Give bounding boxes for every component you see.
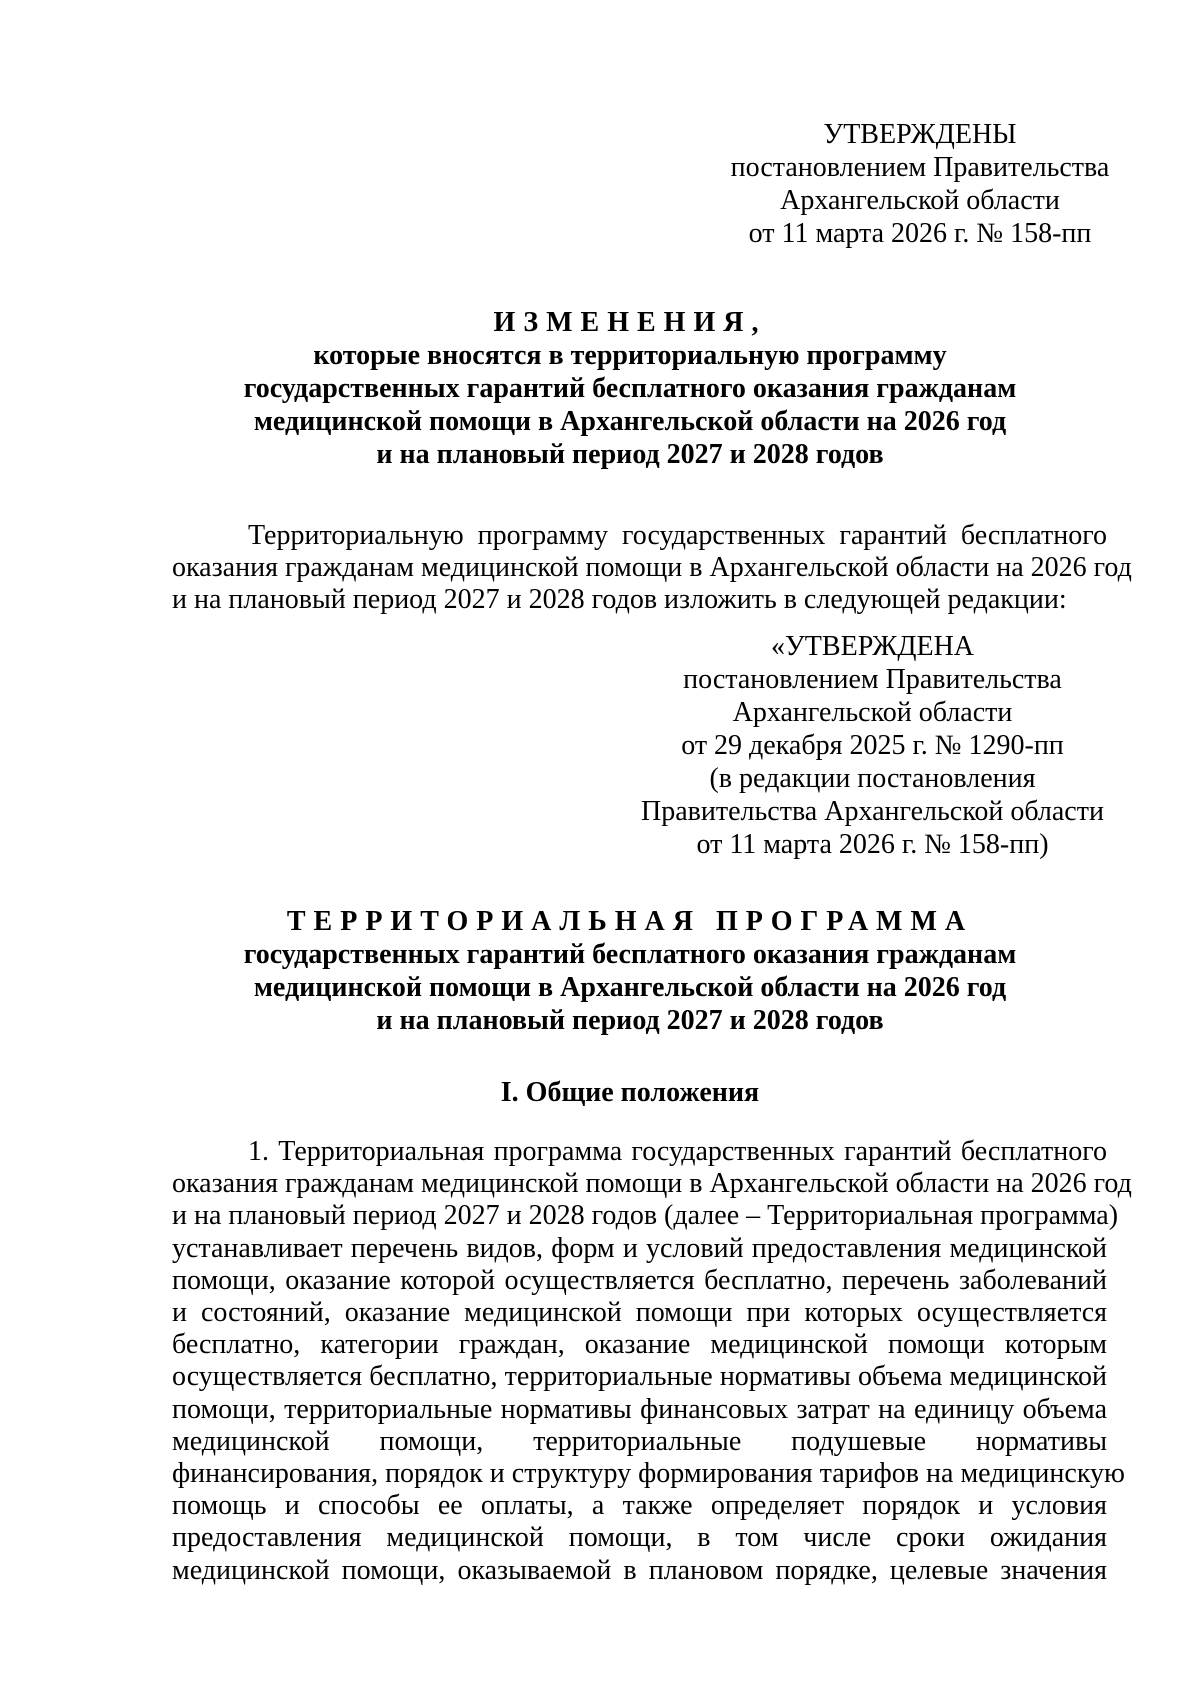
approval-authority: постановлением Правительства bbox=[730, 152, 1110, 183]
paragraph-line: медицинской помощи, территориальные подушевые нормативы bbox=[172, 1425, 1107, 1457]
program-subtitle-line: медицинской помощи в Архангельской области на 2026 год bbox=[253, 972, 1007, 1003]
changes-subtitle-line: медицинской помощи в Архангельской области на 2026 год bbox=[253, 406, 1007, 437]
inner-approval-edition: (в редакции постановления bbox=[709, 763, 1036, 794]
changes-subtitle-line: государственных гарантий бесплатного оказания гражданам bbox=[243, 373, 1017, 404]
inner-approval-block bbox=[600, 630, 1145, 861]
section-heading: I. Общие положения bbox=[500, 1077, 760, 1108]
intro-paragraph bbox=[172, 520, 1132, 617]
changes-subtitle-line: и на плановый период 2027 и 2028 годов bbox=[376, 439, 884, 470]
changes-heading: ИЗМЕНЕНИЯ, bbox=[493, 307, 767, 338]
paragraph-line: и на плановый период 2027 и 2028 годов изложить в следующей редакции: bbox=[172, 584, 1067, 616]
paragraph-line: помощь и способы ее оплаты, а также определяет порядок и условия bbox=[172, 1490, 1107, 1522]
paragraph-1 bbox=[172, 1136, 1132, 1587]
approval-header bbox=[690, 118, 1150, 250]
paragraph-line: устанавливает перечень видов, форм и условий предоставления медицинской bbox=[172, 1232, 1107, 1264]
approval-region: Архангельской области bbox=[780, 185, 1060, 216]
paragraph-line: 1. Территориальная программа государственных гарантий бесплатного bbox=[248, 1136, 1107, 1167]
program-heading: ТЕРРИТОРИАЛЬНАЯ ПРОГРАММА bbox=[286, 906, 974, 937]
approval-title: УТВЕРЖДЕНЫ bbox=[823, 119, 1017, 150]
paragraph-line: предоставления медицинской помощи, в том числе сроки ожидания bbox=[172, 1522, 1107, 1554]
inner-approval-edition: Правительства Архангельской области bbox=[641, 796, 1104, 827]
paragraph-line: помощи, оказание которой осуществляется бесплатно, перечень заболеваний bbox=[172, 1264, 1107, 1296]
approval-date-number: от 11 марта 2026 г. № 158-пп bbox=[748, 218, 1092, 249]
changes-title bbox=[155, 306, 1105, 471]
paragraph-line: помощи, территориальные нормативы финансовых затрат на единицу объема bbox=[172, 1393, 1107, 1425]
paragraph-line: осуществляется бесплатно, территориальные нормативы объема медицинской bbox=[172, 1361, 1107, 1393]
program-title bbox=[155, 905, 1105, 1037]
inner-approval-title: «УТВЕРЖДЕНА bbox=[770, 631, 975, 662]
program-subtitle-line: и на плановый период 2027 и 2028 годов bbox=[376, 1005, 884, 1036]
paragraph-line: финансирования, порядок и структуру формирования тарифов на медицинскую bbox=[172, 1458, 1125, 1490]
paragraph-line: и на плановый период 2027 и 2028 годов (далее – Территориальная программа) bbox=[172, 1200, 1119, 1232]
paragraph-line: оказания гражданам медицинской помощи в Архангельской области на 2026 год bbox=[172, 1168, 1132, 1200]
changes-subtitle-line: которые вносятся в территориальную программу bbox=[313, 340, 947, 371]
paragraph-line: медицинской помощи, оказываемой в плановом порядке, целевые значения bbox=[172, 1554, 1107, 1586]
paragraph-line: оказания гражданам медицинской помощи в Архангельской области на 2026 год bbox=[172, 552, 1132, 584]
inner-approval-region: Архангельской области bbox=[732, 697, 1013, 728]
paragraph-line: Территориальную программу государственных гарантий бесплатного bbox=[248, 520, 1107, 551]
paragraph-line: и состояний, оказание медицинской помощи при которых осуществляется bbox=[172, 1297, 1107, 1329]
inner-approval-date-number: от 29 декабря 2025 г. № 1290-пп bbox=[681, 730, 1064, 761]
inner-approval-authority: постановлением Правительства bbox=[683, 664, 1062, 695]
program-subtitle-line: государственных гарантий бесплатного оказания гражданам bbox=[243, 939, 1017, 970]
inner-approval-edition: от 11 марта 2026 г. № 158-пп) bbox=[696, 829, 1049, 860]
paragraph-line: бесплатно, категории граждан, оказание медицинской помощи которым bbox=[172, 1329, 1107, 1361]
